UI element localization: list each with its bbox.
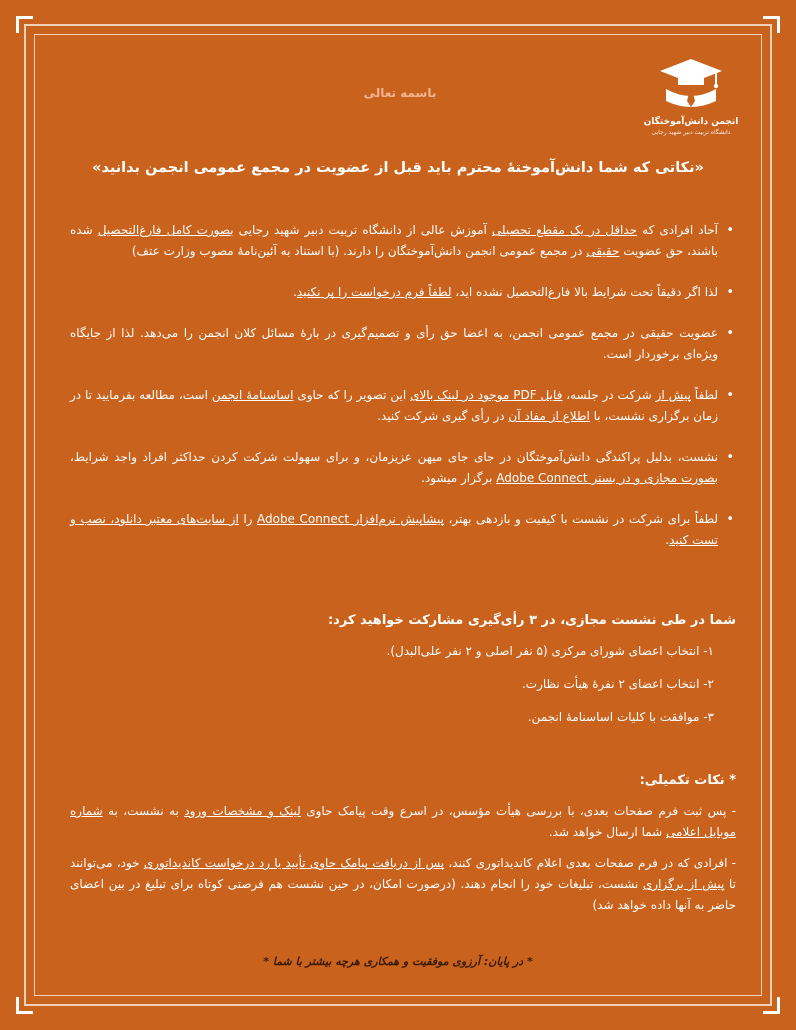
- underlined-text: پس از دریافت پیامک حاوی تأیید یا رد درخواست کاندیداتوری: [143, 856, 445, 870]
- page-title: «نکاتی که شما دانش‌آموختهٔ محترم باید قبل از عضویت در مجمع عمومی انجمن بدانید»: [92, 160, 704, 176]
- list-item: [70, 323, 736, 365]
- text: شرکت در جلسه،: [562, 388, 656, 402]
- corner-ornament: [763, 16, 780, 33]
- text: .: [293, 285, 297, 299]
- text: خود، می‌توانند تا: [70, 856, 736, 891]
- list-item: [70, 282, 736, 303]
- note-paragraph: [70, 853, 736, 916]
- text: - افرادی که در فرم صفحات بعدی اعلام کاندیداتوری کنند،: [444, 856, 736, 870]
- text: نشست، تبلیغات خود را انجام دهند. (درصورت امکان، در حین نشست هم فرصتی کوتاه برای تبلیغ در بین اعضای حاضر به آنها داده خواهد شد): [70, 877, 736, 912]
- text: عضویت حقیقی در مجمع عمومی انجمن، به اعضا حق رأی و تصمیم‌گیری در بارهٔ مسائل کلان انجمن را می‌دهد. لذا از جایگاه ویژه‌ای برخوردار است.: [70, 326, 718, 361]
- text: به نشست، به: [102, 804, 185, 818]
- underlined-text: بصورت مجازی و در بستر Adobe Connect: [496, 471, 718, 485]
- vote-item: ۲- انتخاب اعضای ۲ نفرهٔ هیأت نظارت.: [521, 677, 714, 691]
- text: آموزش عالی از دانشگاه تربیت دبیر شهید رجایی: [233, 223, 492, 237]
- text: لطفاً برای شرکت در نشست با کیفیت و بازدهی بهتر،: [443, 512, 719, 526]
- closing-note: * در پایان: آرزوی موفقیت و همکاری هرچه بیشتر با شما *: [263, 955, 533, 968]
- text: در رأی گیری شرکت کنید.: [377, 409, 509, 423]
- underlined-text: لطفاً فرم درخواست را پر نکنید: [296, 285, 452, 299]
- underlined-text: از سایت‌های معتبر دانلود، نصب و تست کنید: [70, 512, 718, 547]
- bullet-list-section: [70, 220, 736, 571]
- text: آحاد افرادی که: [637, 223, 718, 237]
- corner-ornament: [763, 997, 780, 1014]
- underlined-text: پیشاپیش نرم‌افزار Adobe Connect: [256, 512, 444, 526]
- underlined-text: لینک و مشخصات ورود: [184, 804, 301, 818]
- notes-section: [70, 770, 736, 926]
- corner-ornament: [16, 16, 33, 33]
- text: لذا اگر دقیقاً تحت شرایط بالا فارغ‌التحصیل نشده اید،: [451, 285, 718, 299]
- underlined-text: بصورت کامل فارغ‌التحصیل: [97, 223, 234, 237]
- logo-subtitle: دانشگاه تربیت دبیر شهید رجایی: [651, 129, 731, 136]
- list-item: [70, 220, 736, 262]
- voting-heading: شما در طی نشست مجازی، در ۳ رأی‌گیری مشارکت خواهید کرد:: [327, 613, 736, 628]
- text: نشست، بدلیل پراکندگی دانش‌آموختگان در جای جای میهن عزیزمان، و برای سهولت شرکت کردن حداکثر افراد واجد شرایط،: [70, 450, 718, 464]
- underlined-text: اساسنامهٔ انجمن: [211, 388, 294, 402]
- corner-ornament: [16, 997, 33, 1014]
- list-item: [70, 447, 736, 489]
- text: لطفاً: [690, 388, 719, 402]
- underlined-text: فایل PDF موجود در لینک بالای: [410, 388, 563, 402]
- note-paragraph: [70, 801, 736, 843]
- text: است، مطالعه بفرمایید تا در زمان برگزاری نشست، با: [70, 388, 718, 423]
- text: در مجمع عمومی انجمن دانش‌آموختگان را دارند. (با استناد به آئین‌نامهٔ مصوب وزارت عتف): [131, 244, 587, 258]
- association-logo: [641, 55, 741, 136]
- vote-item: ۱- انتخاب اعضای شورای مرکزی (۵ نفر اصلی و ۲ نفر علی‌البدل).: [386, 644, 714, 658]
- graduation-cap-icon: [656, 55, 726, 115]
- vote-item: ۳- موافقت با کلیات اساسنامهٔ انجمن.: [527, 710, 714, 724]
- underlined-text: اطلاع از مفاد آن: [508, 409, 590, 423]
- text: شما ارسال خواهد شد.: [548, 825, 667, 839]
- logo-title: انجمن دانش‌آموختگان: [643, 117, 739, 127]
- header-heading: باسمه تعالی: [363, 86, 437, 100]
- list-item: [70, 385, 736, 427]
- underlined-text: پیش از: [655, 388, 691, 402]
- underlined-text: حداقل در یک مقطع تحصیلی: [491, 223, 638, 237]
- text: - پس ثبت فرم صفحات بعدی، با بررسی هیأت مؤسس، در اسرع وقت پیامک حاوی: [300, 804, 737, 818]
- underlined-text: حقیقی: [586, 244, 620, 258]
- text: برگزار میشود.: [421, 471, 497, 485]
- text: این تصویر را که حاوی: [293, 388, 411, 402]
- text: .: [665, 533, 670, 547]
- list-item: [70, 509, 736, 551]
- notes-heading: * نکات تکمیلی:: [639, 773, 736, 788]
- text: را: [238, 512, 257, 526]
- voting-section: [70, 610, 736, 740]
- underlined-text: شماره موبایل اعلامی: [70, 804, 736, 839]
- bullet-list: [70, 220, 736, 551]
- underlined-text: پیش از برگزاری: [642, 877, 725, 891]
- text: شده باشند، حق عضویت: [70, 223, 718, 258]
